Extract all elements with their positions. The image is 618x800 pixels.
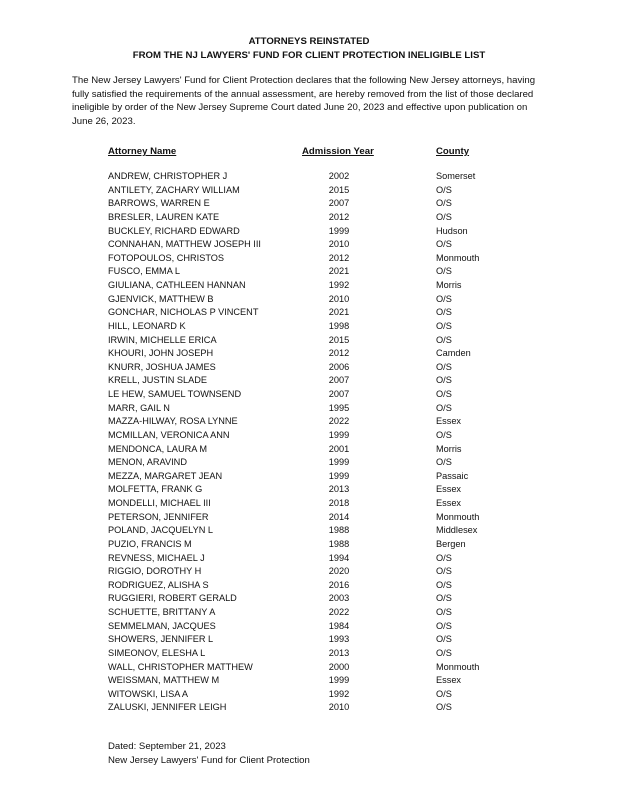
- attorney-name-cell: KNURR, JOSHUA JAMES: [108, 361, 216, 372]
- county-cell: Somerset: [436, 171, 476, 181]
- admission-year-cell: 2010: [328, 293, 350, 304]
- county-cell: Morris: [436, 443, 462, 454]
- attorney-name-cell: GONCHAR, NICHOLAS P VINCENT: [108, 307, 259, 318]
- table-row: [0, 429, 618, 443]
- document-subtitle: FROM THE NJ LAWYERS' FUND FOR CLIENT PROTECTION INELIGIBLE LIST: [132, 50, 486, 61]
- attorney-name-cell: FOTOPOULOS, CHRISTOS: [108, 252, 225, 263]
- column-header-attorney-name: Attorney Name: [108, 146, 177, 157]
- table-row: [0, 334, 618, 348]
- admission-year-cell: 2012: [328, 211, 350, 222]
- admission-year-cell: 2000: [328, 661, 350, 672]
- admission-year-cell: 1992: [328, 688, 350, 699]
- county-cell: Essex: [436, 498, 462, 508]
- admission-year-cell: 1999: [328, 675, 350, 686]
- table-row: [0, 701, 618, 715]
- table-row: [0, 674, 618, 688]
- table-row: [0, 252, 618, 266]
- county-cell: Essex: [436, 675, 462, 686]
- attorney-name-cell: LE HEW, SAMUEL TOWNSEND: [108, 389, 242, 399]
- county-cell: O/S: [436, 593, 452, 604]
- attorney-name-cell: KRELL, JUSTIN SLADE: [108, 375, 208, 386]
- admission-year-cell: 2015: [328, 184, 350, 195]
- table-row: [0, 238, 618, 252]
- county-cell: O/S: [436, 320, 452, 331]
- county-cell: O/S: [436, 566, 452, 577]
- admission-year-cell: 1999: [328, 457, 350, 468]
- attorney-name-cell: POLAND, JACQUELYN L: [108, 525, 214, 536]
- attorney-name-cell: RUGGIERI, ROBERT GERALD: [108, 593, 237, 604]
- attorney-name-cell: WEISSMAN, MATTHEW M: [108, 675, 220, 686]
- table-row: [0, 565, 618, 579]
- attorney-name-cell: MENON, ARAVIND: [108, 457, 187, 468]
- attorney-name-cell: HILL, LEONARD K: [108, 320, 186, 331]
- attorney-name-cell: ANDREW, CHRISTOPHER J: [108, 171, 228, 181]
- county-cell: O/S: [436, 334, 452, 345]
- admission-year-cell: 2018: [328, 498, 350, 508]
- organization-line: New Jersey Lawyers' Fund for Client Protection: [108, 755, 310, 766]
- table-row: [0, 579, 618, 593]
- attorney-name-cell: GJENVICK, MATTHEW B: [108, 293, 214, 304]
- attorney-name-cell: GIULIANA, CATHLEEN HANNAN: [108, 280, 246, 290]
- admission-year-cell: 1992: [328, 280, 350, 290]
- attorney-name-cell: WALL, CHRISTOPHER MATTHEW: [108, 661, 253, 672]
- admission-year-cell: 2012: [328, 252, 350, 263]
- table-row: [0, 374, 618, 388]
- table-row: [0, 361, 618, 375]
- table-row: [0, 633, 618, 647]
- table-row: [0, 483, 618, 497]
- county-cell: O/S: [436, 429, 452, 440]
- county-cell: O/S: [436, 239, 452, 250]
- county-cell: Hudson: [436, 225, 468, 236]
- attorney-name-cell: MONDELLI, MICHAEL III: [108, 498, 211, 508]
- admission-year-cell: 1995: [328, 402, 350, 413]
- intro-paragraph: The New Jersey Lawyers' Fund for Client Protection declares that the following New Jersey attorneys, having fully satisfied the requirements of the annual assessment, are hereby removed from the list of those declared ineligible by order of the New Jersey Supreme Court dated June 20, 2023 and effective upon publication on June 26, 2023.: [72, 75, 536, 127]
- attorney-name-cell: ZALUSKI, JENNIFER LEIGH: [108, 702, 227, 713]
- admission-year-cell: 2010: [328, 239, 350, 250]
- county-cell: O/S: [436, 647, 452, 658]
- county-cell: O/S: [436, 375, 452, 386]
- admission-year-cell: 2002: [328, 171, 350, 181]
- county-cell: Monmouth: [436, 252, 480, 263]
- table-row: [0, 470, 618, 484]
- table-row: [0, 388, 618, 402]
- attorney-name-cell: SEMMELMAN, JACQUES: [108, 620, 216, 631]
- county-cell: O/S: [436, 620, 452, 631]
- attorney-name-cell: MOLFETTA, FRANK G: [108, 484, 203, 495]
- table-row: [0, 170, 618, 184]
- table-row: [0, 552, 618, 566]
- column-header-county: County: [436, 146, 470, 157]
- county-cell: Monmouth: [436, 511, 480, 522]
- admission-year-cell: 2007: [328, 198, 350, 209]
- table-row: [0, 443, 618, 457]
- county-cell: Camden: [436, 348, 471, 359]
- county-cell: O/S: [436, 198, 452, 209]
- county-cell: O/S: [436, 579, 452, 590]
- table-row: [0, 415, 618, 429]
- county-cell: O/S: [436, 361, 452, 372]
- table-row: [0, 184, 618, 198]
- table-row: [0, 538, 618, 552]
- attorney-name-cell: FUSCO, EMMA L: [108, 266, 180, 277]
- attorney-name-cell: SCHUETTE, BRITTANY A: [108, 607, 216, 617]
- county-cell: O/S: [436, 307, 452, 318]
- admission-year-cell: 2022: [328, 416, 350, 427]
- attorney-name-cell: BUCKLEY, RICHARD EDWARD: [108, 225, 240, 236]
- attorney-table-body: [0, 170, 618, 715]
- admission-year-cell: 2014: [328, 511, 350, 522]
- attorney-name-cell: PUZIO, FRANCIS M: [108, 538, 192, 549]
- attorney-name-cell: SIMEONOV, ELESHA L: [108, 647, 206, 658]
- table-row: [0, 279, 618, 293]
- admission-year-cell: 2013: [328, 484, 350, 495]
- attorney-name-cell: WITOWSKI, LISA A: [108, 688, 188, 699]
- document-title: ATTORNEYS REINSTATED: [248, 36, 370, 47]
- county-cell: O/S: [436, 293, 452, 304]
- table-row: [0, 661, 618, 675]
- county-cell: Monmouth: [436, 661, 480, 672]
- table-row: [0, 456, 618, 470]
- attorney-name-cell: ANTILETY, ZACHARY WILLIAM: [108, 184, 240, 195]
- dated-line: Dated: September 21, 2023: [108, 741, 226, 752]
- county-cell: O/S: [436, 634, 452, 645]
- table-row: [0, 225, 618, 239]
- county-cell: O/S: [436, 688, 452, 699]
- admission-year-cell: 2007: [328, 375, 350, 386]
- table-row: [0, 497, 618, 511]
- county-cell: Passaic: [436, 470, 469, 481]
- column-header-admission-year: Admission Year: [302, 146, 374, 157]
- admission-year-cell: 1999: [328, 225, 350, 236]
- attorney-name-cell: KHOURI, JOHN JOSEPH: [108, 348, 214, 359]
- county-cell: O/S: [436, 402, 452, 413]
- table-row: [0, 524, 618, 538]
- table-row: [0, 265, 618, 279]
- table-row: [0, 320, 618, 334]
- table-row: [0, 620, 618, 634]
- table-row: [0, 293, 618, 307]
- county-cell: Essex: [436, 484, 462, 495]
- admission-year-cell: 2020: [328, 566, 350, 577]
- table-row: [0, 511, 618, 525]
- admission-year-cell: 1994: [328, 552, 350, 563]
- county-cell: Morris: [436, 280, 462, 290]
- table-row: [0, 347, 618, 361]
- admission-year-cell: 1988: [328, 538, 350, 549]
- table-row: [0, 606, 618, 620]
- county-cell: O/S: [436, 266, 452, 277]
- county-cell: O/S: [436, 552, 452, 563]
- admission-year-cell: 1984: [328, 620, 350, 631]
- attorney-name-cell: RIGGIO, DOROTHY H: [108, 566, 202, 577]
- attorney-name-cell: RODRIGUEZ, ALISHA S: [108, 579, 209, 590]
- attorney-name-cell: IRWIN, MICHELLE ERICA: [108, 334, 217, 345]
- attorney-name-cell: BRESLER, LAUREN KATE: [108, 211, 220, 222]
- attorney-name-cell: MEZZA, MARGARET JEAN: [108, 470, 223, 481]
- attorney-name-cell: MCMILLAN, VERONICA ANN: [108, 429, 230, 440]
- county-cell: Essex: [436, 416, 462, 427]
- admission-year-cell: 2007: [328, 389, 350, 399]
- table-row: [0, 197, 618, 211]
- admission-year-cell: 2006: [328, 361, 350, 372]
- admission-year-cell: 2001: [328, 443, 350, 454]
- admission-year-cell: 2021: [328, 307, 350, 318]
- admission-year-cell: 2021: [328, 266, 350, 277]
- admission-year-cell: 2015: [328, 334, 350, 345]
- county-cell: Middlesex: [436, 525, 478, 536]
- county-cell: O/S: [436, 389, 452, 399]
- admission-year-cell: 1993: [328, 634, 350, 645]
- attorney-name-cell: SHOWERS, JENNIFER L: [108, 634, 214, 645]
- table-row: [0, 688, 618, 702]
- attorney-name-cell: PETERSON, JENNIFER: [108, 511, 209, 522]
- admission-year-cell: 2010: [328, 702, 350, 713]
- attorney-name-cell: REVNESS, MICHAEL J: [108, 552, 205, 563]
- attorney-name-cell: MARR, GAIL N: [108, 402, 170, 413]
- admission-year-cell: 2012: [328, 348, 350, 359]
- table-row: [0, 211, 618, 225]
- county-cell: O/S: [436, 457, 452, 468]
- table-row: [0, 647, 618, 661]
- table-row: [0, 402, 618, 416]
- table-row: [0, 306, 618, 320]
- admission-year-cell: 1999: [328, 470, 350, 481]
- county-cell: O/S: [436, 607, 452, 617]
- admission-year-cell: 2022: [328, 607, 350, 617]
- attorney-name-cell: CONNAHAN, MATTHEW JOSEPH III: [108, 239, 261, 250]
- attorney-name-cell: BARROWS, WARREN E: [108, 198, 210, 209]
- county-cell: O/S: [436, 184, 452, 195]
- admission-year-cell: 1988: [328, 525, 350, 536]
- admission-year-cell: 1999: [328, 429, 350, 440]
- attorney-name-cell: MAZZA-HILWAY, ROSA LYNNE: [108, 416, 238, 427]
- county-cell: O/S: [436, 702, 452, 713]
- admission-year-cell: 2013: [328, 647, 350, 658]
- admission-year-cell: 1998: [328, 320, 350, 331]
- county-cell: Bergen: [436, 538, 466, 549]
- attorney-name-cell: MENDONCA, LAURA M: [108, 443, 208, 454]
- county-cell: O/S: [436, 211, 452, 222]
- admission-year-cell: 2003: [328, 593, 350, 604]
- table-row: [0, 592, 618, 606]
- admission-year-cell: 2016: [328, 579, 350, 590]
